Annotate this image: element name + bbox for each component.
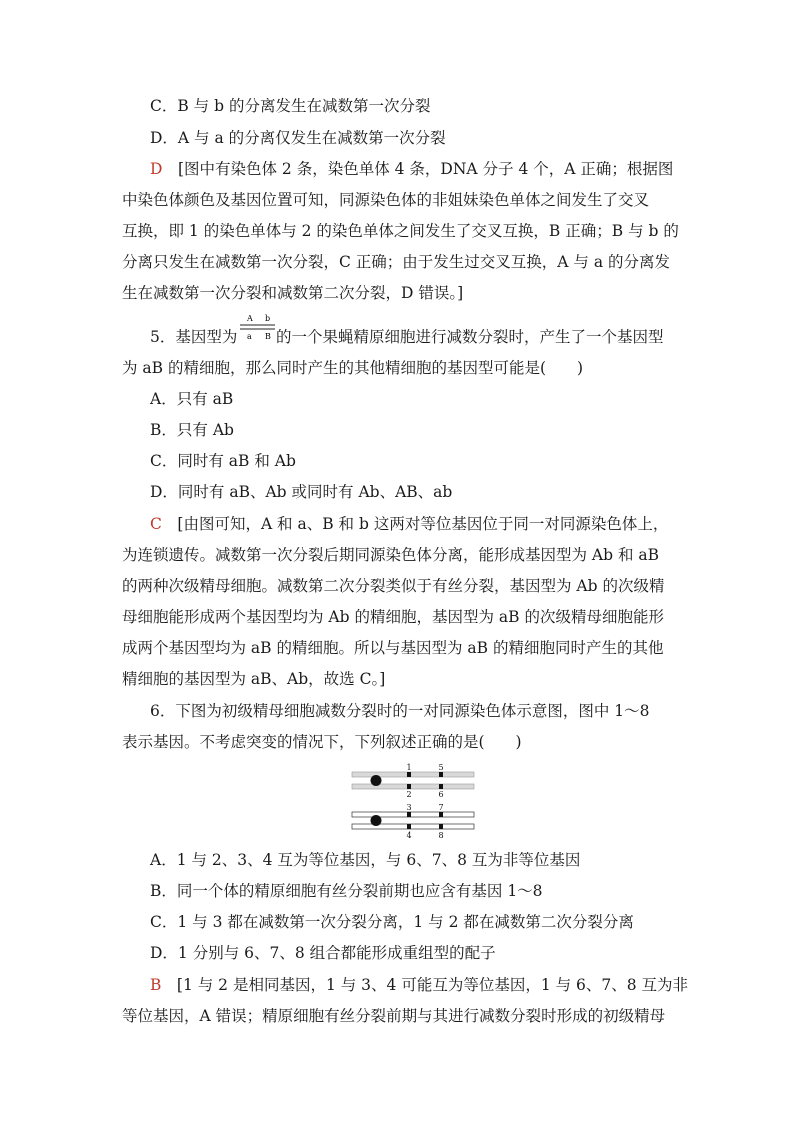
q5-explanation-line-6: 精细胞的基因型为 aB、Ab，故选 C。] bbox=[122, 670, 386, 688]
q5-option-a: A．只有 aB bbox=[150, 390, 234, 408]
q5-explanation-line-5: 成两个基因型均为 aB 的精细胞。所以与基因型为 aB 的精细胞同时产生的其他 bbox=[122, 639, 664, 657]
q6-chromatid-2 bbox=[352, 784, 474, 789]
q4-option-c: C．B 与 b 的分离发生在减数第一次分裂 bbox=[150, 97, 431, 115]
q6-homologous-chromosome-diagram bbox=[350, 762, 476, 840]
q6-locus-7 bbox=[439, 812, 443, 817]
q6-label-5: 5 bbox=[438, 763, 444, 772]
q6-stem-line-2: 表示基因。不考虑突变的情况下，下列叙述正确的是( ) bbox=[122, 733, 522, 751]
q6-label-2: 2 bbox=[406, 790, 412, 799]
q4-explanation-line-3: 互换，即 1 的染色单体与 2 的染色单体之间发生了交叉互换，B 正确；B 与 b 的 bbox=[122, 222, 679, 240]
q4-explanation-line-4: 分离只发生在减数第一次分裂，C 正确；由于发生过交叉互换，A 与 a 的分离发 bbox=[122, 253, 671, 271]
q5-explanation-line-2: 为连锁遗传。减数第一次分裂后期同源染色体分离，能形成基因型为 Ab 和 aB bbox=[122, 546, 660, 564]
q6-label-3: 3 bbox=[406, 803, 412, 812]
q6-label-8: 8 bbox=[438, 831, 444, 840]
q5-explanation-line-4: 母细胞能形成两个基因型均为 Ab 的精细胞，基因型为 aB 的次级精母细胞能形 bbox=[122, 608, 664, 626]
q6-answer: B bbox=[150, 976, 162, 994]
q6-locus-6 bbox=[439, 784, 443, 789]
q6-explanation-line-2: 等位基因，A 错误；精原细胞有丝分裂前期与其进行减数分裂时形成的初级精母 bbox=[122, 1007, 666, 1025]
q5-genotype-diagram bbox=[207, 311, 277, 345]
q5-option-d: D．同时有 aB、Ab 或同时有 Ab、AB、ab bbox=[150, 483, 453, 501]
q6-label-4: 4 bbox=[406, 831, 412, 840]
q6-stem-line-1: 6．下图为初级精母细胞减数分裂时的一对同源染色体示意图，图中 1～8 bbox=[150, 702, 650, 720]
q6-option-d: D．1 分别与 6、7、8 组合都能形成重组型的配子 bbox=[150, 944, 496, 962]
q6-locus-2 bbox=[407, 784, 411, 789]
q5-stem-line-2: 为 aB 的精细胞，那么同时产生的其他精细胞的基因型可能是( ) bbox=[122, 359, 584, 377]
q6-option-c: C．1 与 3 都在减数第一次分裂分离，1 与 2 都在减数第二次分裂分离 bbox=[150, 913, 634, 931]
q5-fig-top-left: A bbox=[247, 314, 253, 323]
q6-locus-3 bbox=[407, 812, 411, 817]
q6-locus-8 bbox=[439, 824, 443, 829]
q6-explanation-line-1 bbox=[150, 975, 688, 995]
q4-exp1-text: [图中有染色体 2 条，染色单体 4 条，DNA 分子 4 个，A 正确；根据图 bbox=[177, 160, 674, 178]
q6-chromatid-3 bbox=[352, 812, 474, 817]
q6-option-a: A．1 与 2、3、4 互为等位基因，与 6、7、8 互为非等位基因 bbox=[150, 851, 581, 869]
q5-explanation-line-3: 的两种次级精母细胞。减数第二次分裂类似于有丝分裂，基因型为 Ab 的次级精 bbox=[122, 577, 665, 595]
q6-locus-1 bbox=[407, 772, 411, 777]
q6-chromatid-1 bbox=[352, 772, 474, 777]
q6-label-1: 1 bbox=[406, 763, 412, 772]
q6-centromere-lower bbox=[371, 815, 382, 826]
q5-stem-line-1a: 5．基因型为 bbox=[150, 328, 238, 346]
q6-option-b: B．同一个体的精原细胞有丝分裂前期也应含有基因 1～8 bbox=[150, 882, 543, 900]
q5-option-c: C．同时有 aB 和 Ab bbox=[150, 452, 296, 470]
q5-exp1-text: [由图可知，A 和 a、B 和 b 这两对等位基因位于同一对同源染色体上， bbox=[177, 515, 669, 533]
q5-fig-bottom-right: B bbox=[265, 332, 271, 341]
q6-label-7: 7 bbox=[438, 803, 444, 812]
q4-option-d: D．A 与 a 的分离仅发生在减数第一次分裂 bbox=[150, 129, 446, 147]
q4-explanation-line-2: 中染色体颜色及基因位置可知，同源染色体的非姐妹染色单体之间发生了交叉 bbox=[122, 191, 650, 209]
q6-locus-5 bbox=[439, 772, 443, 777]
q5-explanation-line-1 bbox=[150, 514, 668, 534]
q5-fig-top-right: b bbox=[265, 314, 271, 323]
q5-answer: C bbox=[150, 515, 162, 533]
q4-explanation-line-1 bbox=[150, 159, 673, 179]
q5-stem-line-1b: 的一个果蝇精原细胞进行减数分裂时，产生了一个基因型 bbox=[276, 328, 664, 346]
q6-locus-4 bbox=[407, 824, 411, 829]
q6-exp1-text: [1 与 2 是相同基因，1 与 3、4 可能互为等位基因，1 与 6、7、8 互为非 bbox=[176, 976, 689, 994]
q6-label-6: 6 bbox=[438, 790, 444, 799]
q4-answer: D bbox=[150, 160, 163, 178]
q6-chromatid-4 bbox=[352, 824, 474, 829]
q5-option-b: B．只有 Ab bbox=[150, 421, 234, 439]
q6-centromere-upper bbox=[371, 775, 382, 786]
q5-fig-bottom-left: a bbox=[247, 332, 252, 341]
q4-explanation-line-5: 生在减数第一次分裂和减数第二次分裂，D 错误。] bbox=[122, 284, 464, 302]
